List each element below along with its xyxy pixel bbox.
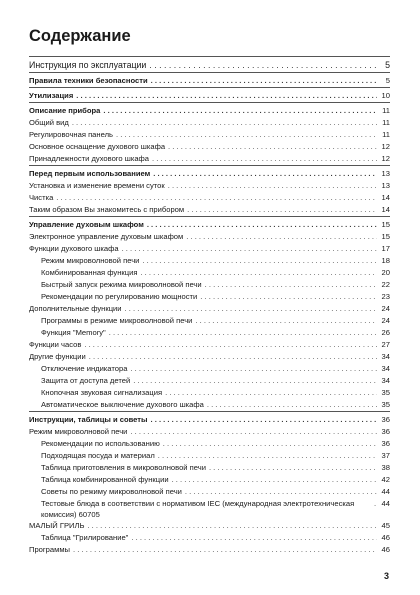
toc-entry-page: 10 (381, 91, 390, 100)
dot-leader (87, 520, 377, 532)
toc-entry-page: 15 (381, 220, 390, 229)
dot-leader (374, 498, 377, 510)
toc-entry[interactable] (29, 141, 390, 153)
toc-entry-page: 45 (381, 521, 390, 530)
toc-entry-page: 46 (381, 533, 390, 542)
toc-entry-page: 27 (381, 340, 390, 349)
toc-entry-page: 13 (381, 181, 390, 190)
toc-entry-page: 26 (381, 328, 390, 337)
dot-leader (163, 438, 377, 450)
toc-entry[interactable] (29, 450, 390, 462)
toc-entry-page: 17 (381, 244, 390, 253)
toc-entry-page: 12 (381, 142, 390, 151)
toc-entry-page: 46 (381, 545, 390, 554)
toc-entry-title: Другие функции (29, 352, 86, 361)
dot-leader (73, 544, 377, 556)
toc-entry-title: Комбинированная функция (41, 268, 138, 277)
toc-entry-page: 12 (381, 154, 390, 163)
toc-entry[interactable] (29, 243, 390, 255)
toc-entry-page: 36 (381, 439, 390, 448)
toc-entry-title: МАЛЫЙ ГРИЛЬ (29, 521, 85, 530)
toc-entry[interactable] (29, 231, 390, 243)
toc-entry-title: Общий вид (29, 118, 69, 127)
dot-leader (76, 90, 377, 102)
section-divider (29, 56, 390, 57)
toc-entry-page: 34 (381, 352, 390, 361)
dot-leader (84, 339, 377, 351)
dot-leader (195, 315, 377, 327)
toc-entry[interactable] (29, 339, 390, 351)
toc-entry-title: Таким образом Вы знакомитесь с прибором (29, 205, 185, 214)
toc-entry[interactable] (29, 192, 390, 204)
dot-leader (142, 255, 377, 267)
toc-entry[interactable] (29, 387, 390, 399)
dot-leader (186, 231, 377, 243)
toc-entry[interactable] (29, 267, 390, 279)
toc-entry-title: Рекомендации по использованию (41, 439, 160, 448)
dot-leader (125, 303, 377, 315)
dot-leader (185, 486, 377, 498)
toc-entry-title: Рекомендации по регулированию мощности (41, 292, 198, 301)
toc-entry-page: 22 (381, 280, 390, 289)
toc-entry[interactable] (29, 105, 390, 117)
toc-entry-page: 11 (382, 130, 390, 139)
toc-entry-title: Управление духовым шкафом (29, 220, 144, 229)
toc-entry-page: 24 (381, 316, 390, 325)
toc-entry-title: Функции часов (29, 340, 82, 349)
toc-entry-title: Электронное управление духовым шкафом (29, 232, 184, 241)
toc-entry-title: Советы по режиму микроволновой печи (41, 487, 182, 496)
toc-entry-title: Регулировочная панель (29, 130, 113, 139)
toc-entry[interactable] (29, 59, 390, 72)
toc-entry-title: Принадлежности духового шкафа (29, 154, 150, 163)
toc-entry-title: Отключение индикатора (41, 364, 128, 373)
toc-entry[interactable] (29, 180, 390, 192)
toc-entry[interactable] (29, 129, 390, 141)
toc-entry-page: 42 (381, 475, 390, 484)
toc-entry-page: 14 (381, 193, 390, 202)
toc-entry-page: 14 (381, 205, 390, 214)
toc-entry-page: 5 (385, 60, 390, 70)
toc-entry[interactable] (29, 532, 390, 544)
toc-entry[interactable] (29, 426, 390, 438)
dot-leader (168, 141, 377, 153)
dot-leader (187, 204, 377, 216)
dot-leader (147, 219, 377, 231)
dot-leader (56, 192, 377, 204)
toc-entry-page: 20 (381, 268, 390, 277)
dot-leader (116, 129, 377, 141)
toc-entry-title: Правила техники безопасности (29, 76, 148, 85)
toc-entry-page: 35 (381, 388, 390, 397)
toc-entry-page: 15 (381, 232, 390, 241)
toc-entry[interactable] (29, 168, 390, 180)
toc-entry-page: 44 (381, 487, 390, 496)
toc-entry-title: Описание прибора (29, 106, 101, 115)
toc-entry-title: Таблица комбинированной функции (41, 475, 169, 484)
dot-leader (205, 279, 377, 291)
toc-entry-page: 11 (382, 106, 390, 115)
toc-entry-page: 37 (381, 451, 390, 460)
toc-entry-page: 34 (381, 364, 390, 373)
toc-entry-title: Дополнительные функции (29, 304, 122, 313)
toc-entry-page: 34 (381, 376, 390, 385)
toc-entry-title: Автоматическое выключение духового шкафа (41, 400, 204, 409)
toc-entry-page: 36 (381, 427, 390, 436)
toc-entry[interactable] (29, 291, 390, 303)
toc-entry[interactable] (29, 255, 390, 267)
dot-leader (151, 414, 377, 426)
toc-entry[interactable] (29, 375, 390, 387)
dot-leader (130, 426, 377, 438)
toc-entry-title: Программы (29, 545, 71, 554)
toc-entry-title: Защита от доступа детей (41, 376, 131, 385)
toc-entry-title: Быстрый запуск режима микроволновой печи (41, 280, 202, 289)
toc-entry[interactable] (29, 117, 390, 129)
toc-entry-title: Чистка (29, 193, 54, 202)
toc-entry-page: 5 (385, 76, 390, 85)
dot-leader (151, 75, 377, 87)
toc-entry-title: Таблица приготовления в микроволновой печи (41, 463, 206, 472)
dot-leader (152, 153, 377, 165)
dot-leader (149, 59, 377, 72)
toc-entry-title: Инструкция по эксплуатации (29, 60, 147, 70)
toc-entry[interactable] (29, 438, 390, 450)
toc-entry-page: 13 (381, 169, 390, 178)
toc-entry-title: Подходящая посуда и материал (41, 451, 155, 460)
toc-entry[interactable] (29, 204, 390, 216)
toc-entry-title: Инструкции, таблицы и советы (29, 415, 148, 424)
toc-entry[interactable] (29, 414, 390, 426)
table-of-contents (29, 56, 390, 556)
dot-leader (207, 399, 377, 411)
toc-entry[interactable] (29, 279, 390, 291)
dot-leader (153, 168, 377, 180)
section-divider (29, 411, 390, 412)
toc-entry-title: Тестовые блюда в соответствии с нормативом IEC (международная электротехническая комиссия) 60705 (41, 499, 355, 519)
toc-entry[interactable] (29, 90, 390, 102)
toc-entry[interactable] (29, 219, 390, 231)
toc-entry-page: 38 (381, 463, 390, 472)
section-divider (29, 87, 390, 88)
toc-entry-title: Утилизация (29, 91, 74, 100)
toc-entry-page: 35 (381, 400, 390, 409)
dot-leader (103, 105, 377, 117)
dot-leader (133, 375, 377, 387)
dot-leader (165, 387, 377, 399)
dot-leader (168, 180, 377, 192)
toc-entry-page: 11 (382, 118, 390, 127)
toc-entry-title: Кнопочная звуковая сигнализация (41, 388, 163, 397)
toc-entry-title: Функции духового шкафа (29, 244, 119, 253)
toc-entry[interactable] (29, 75, 390, 87)
toc-entry-page: 24 (381, 304, 390, 313)
dot-leader (130, 363, 377, 375)
toc-entry-title: Таблица "Грилирование" (41, 533, 129, 542)
dot-leader (109, 327, 377, 339)
toc-entry[interactable] (29, 303, 390, 315)
toc-entry[interactable] (29, 544, 390, 556)
section-divider (29, 165, 390, 166)
toc-entry-page: 18 (381, 256, 390, 265)
toc-entry[interactable] (29, 498, 390, 520)
toc-entry-title: Установка и изменение времени суток (29, 181, 165, 190)
dot-leader (72, 117, 377, 129)
toc-entry[interactable] (29, 327, 390, 339)
toc-entry-page: 36 (381, 415, 390, 424)
dot-leader (200, 291, 377, 303)
toc-entry-title: Функция "Memory" (41, 328, 106, 337)
toc-entry[interactable] (29, 462, 390, 474)
toc-entry[interactable] (29, 486, 390, 498)
page-title: Содержание (29, 27, 131, 45)
dot-leader (140, 267, 377, 279)
toc-entry[interactable] (29, 520, 390, 532)
toc-entry[interactable] (29, 351, 390, 363)
dot-leader (209, 462, 377, 474)
toc-entry[interactable] (29, 474, 390, 486)
section-divider (29, 72, 390, 73)
toc-entry[interactable] (29, 153, 390, 165)
page-number: 3 (383, 571, 389, 581)
toc-entry-title: Режим микроволновой печи (29, 427, 128, 436)
toc-entry-page: 23 (381, 292, 390, 301)
toc-entry[interactable] (29, 363, 390, 375)
toc-entry-page: 44 (381, 499, 390, 508)
dot-leader (131, 532, 377, 544)
toc-entry[interactable] (29, 399, 390, 411)
dot-leader (89, 351, 377, 363)
dot-leader (172, 474, 377, 486)
toc-entry-title: Программы в режиме микроволновой печи (41, 316, 193, 325)
toc-entry-title: Режим микроволновой печи (41, 256, 140, 265)
toc-entry-title: Перед первым использованием (29, 169, 151, 178)
toc-entry-title: Основное оснащение духового шкафа (29, 142, 166, 151)
section-divider (29, 102, 390, 103)
dot-leader (158, 450, 377, 462)
dot-leader (122, 243, 377, 255)
toc-entry[interactable] (29, 315, 390, 327)
section-divider (29, 216, 390, 217)
